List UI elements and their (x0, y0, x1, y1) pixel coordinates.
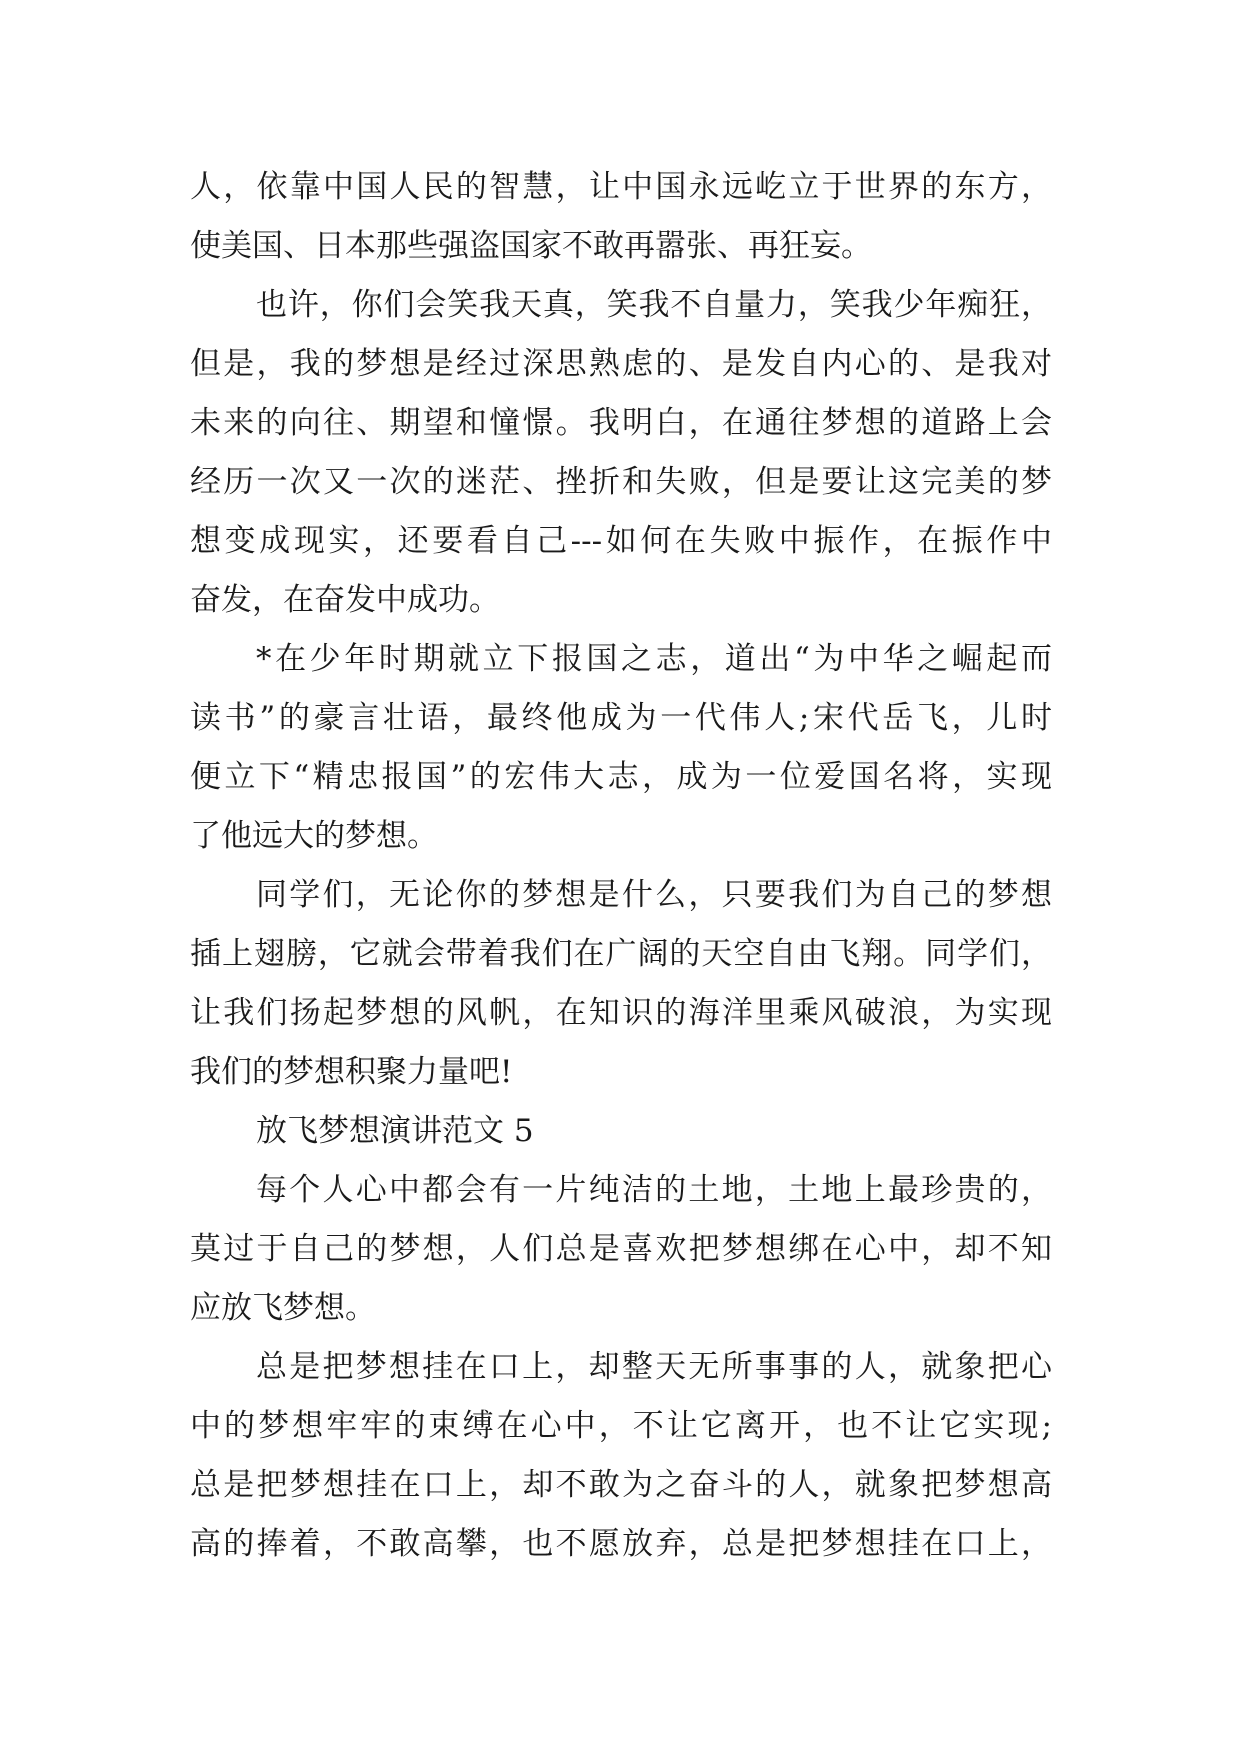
text-line: 中的梦想牢牢的束缚在心中，不让它离开，也不让它实现; (190, 1408, 1052, 1444)
text-line: 也许，你们会笑我天真，笑我不自量力，笑我少年痴狂， (256, 287, 1052, 323)
text-line: 使美国、日本那些强盗国家不敢再嚣张、再狂妄。 (190, 228, 872, 264)
text-line: 人，依靠中国人民的智慧，让中国永远屹立于世界的东方， (190, 169, 1052, 205)
text-line: 便立下“精忠报国”的宏伟大志，成为一位爱国名将，实现 (190, 759, 1052, 795)
section-heading: 放飞梦想演讲范文 5 (256, 1113, 534, 1149)
text-line: 奋发，在奋发中成功。 (190, 582, 500, 618)
text-line: 同学们，无论你的梦想是什么，只要我们为自己的梦想 (256, 877, 1052, 913)
text-line: 总是把梦想挂在口上，却整天无所事事的人，就象把心 (256, 1349, 1052, 1385)
text-line: 想变成现实，还要看自己---如何在失败中振作，在振作中 (190, 523, 1052, 559)
text-line: 高的捧着，不敢高攀，也不愿放弃，总是把梦想挂在口上， (190, 1526, 1052, 1562)
text-line: 莫过于自己的梦想，人们总是喜欢把梦想绑在心中，却不知 (190, 1231, 1052, 1267)
text-line: 总是把梦想挂在口上，却不敢为之奋斗的人，就象把梦想高 (190, 1467, 1052, 1503)
text-line: 了他远大的梦想。 (190, 818, 438, 854)
text-line: 经历一次又一次的迷茫、挫折和失败，但是要让这完美的梦 (190, 464, 1052, 500)
text-line: 读书”的豪言壮语，最终他成为一代伟人;宋代岳飞，儿时 (190, 700, 1052, 736)
text-line: 每个人心中都会有一片纯洁的土地，土地上最珍贵的， (256, 1172, 1052, 1208)
body-text (190, 158, 1052, 1574)
text-line: 我们的梦想积聚力量吧! (190, 1054, 513, 1090)
text-line: 未来的向往、期望和憧憬。我明白，在通往梦想的道路上会 (190, 405, 1052, 441)
text-line: 但是，我的梦想是经过深思熟虑的、是发自内心的、是我对 (190, 346, 1052, 382)
text-line: *在少年时期就立下报国之志，道出“为中华之崛起而 (256, 641, 1052, 677)
text-line: 插上翅膀，它就会带着我们在广阔的天空自由飞翔。同学们， (190, 936, 1052, 972)
text-line: 让我们扬起梦想的风帆，在知识的海洋里乘风破浪，为实现 (190, 995, 1052, 1031)
text-line: 应放飞梦想。 (190, 1290, 376, 1326)
